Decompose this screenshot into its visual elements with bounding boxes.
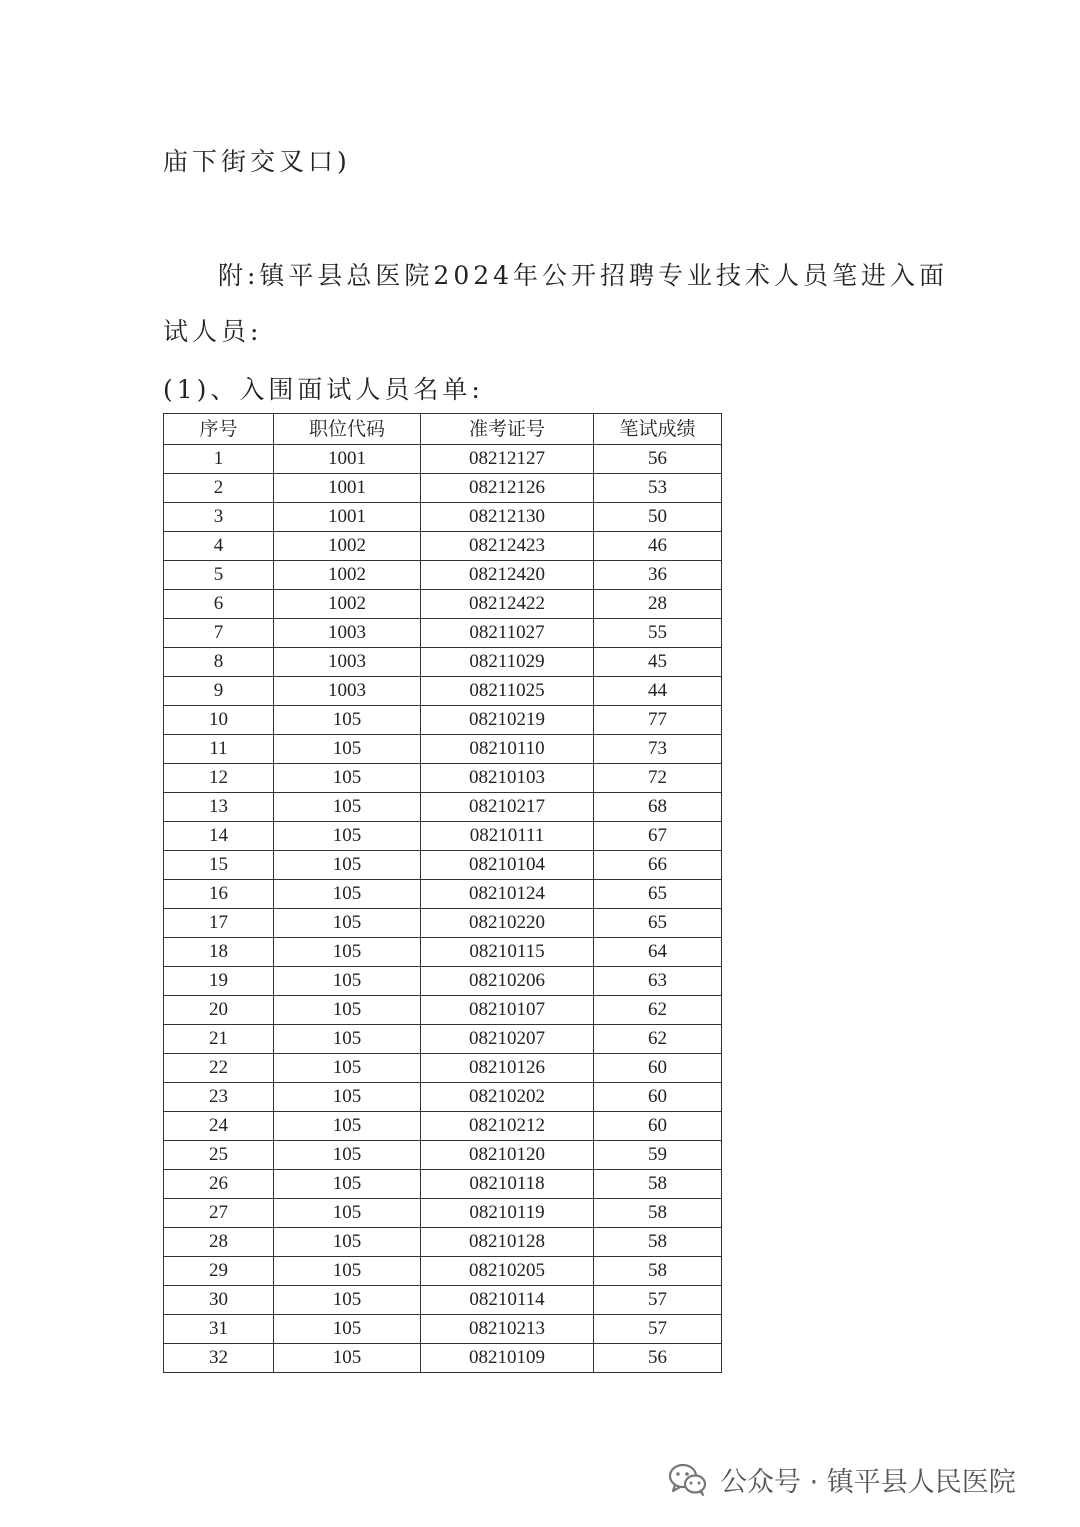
header-index: 序号	[164, 414, 274, 445]
table-row	[164, 1025, 722, 1054]
cell-ticket-number: 08210109	[421, 1344, 594, 1373]
cell-score: 65	[594, 880, 722, 909]
cell-index: 17	[164, 909, 274, 938]
table-row	[164, 938, 722, 967]
list-title: (1)、入围面试人员名单:	[163, 375, 484, 404]
table-row	[164, 503, 722, 532]
cell-score: 60	[594, 1083, 722, 1112]
cell-index: 10	[164, 706, 274, 735]
table-row	[164, 967, 722, 996]
cell-score: 59	[594, 1141, 722, 1170]
table-row	[164, 735, 722, 764]
table-row	[164, 822, 722, 851]
appendix-heading: 附:镇平县总医院2024年公开招聘专业技术人员笔进入面	[218, 261, 949, 290]
cell-position-code: 105	[274, 1315, 421, 1344]
cell-ticket-number: 08210110	[421, 735, 594, 764]
table-row	[164, 561, 722, 590]
cell-position-code: 105	[274, 1112, 421, 1141]
cell-position-code: 105	[274, 1286, 421, 1315]
cell-ticket-number: 08212423	[421, 532, 594, 561]
cell-score: 64	[594, 938, 722, 967]
cell-score: 46	[594, 532, 722, 561]
table-row	[164, 532, 722, 561]
table-row	[164, 1315, 722, 1344]
cell-ticket-number: 08210220	[421, 909, 594, 938]
cell-position-code: 1001	[274, 445, 421, 474]
cell-score: 60	[594, 1112, 722, 1141]
cell-position-code: 105	[274, 1257, 421, 1286]
cell-index: 2	[164, 474, 274, 503]
cell-score: 50	[594, 503, 722, 532]
cell-index: 24	[164, 1112, 274, 1141]
table-row	[164, 909, 722, 938]
cell-ticket-number: 08212422	[421, 590, 594, 619]
cell-position-code: 1002	[274, 561, 421, 590]
cell-score: 58	[594, 1199, 722, 1228]
cell-ticket-number: 08210114	[421, 1286, 594, 1315]
cell-index: 18	[164, 938, 274, 967]
cell-ticket-number: 08212126	[421, 474, 594, 503]
table-body	[164, 445, 722, 1373]
cell-position-code: 105	[274, 1170, 421, 1199]
cell-position-code: 105	[274, 996, 421, 1025]
cell-index: 21	[164, 1025, 274, 1054]
cell-score: 28	[594, 590, 722, 619]
cell-score: 36	[594, 561, 722, 590]
cell-score: 58	[594, 1228, 722, 1257]
cell-position-code: 105	[274, 1199, 421, 1228]
cell-index: 25	[164, 1141, 274, 1170]
cell-index: 23	[164, 1083, 274, 1112]
cell-index: 13	[164, 793, 274, 822]
cell-score: 60	[594, 1054, 722, 1083]
cell-score: 56	[594, 1344, 722, 1373]
header-position-code: 职位代码	[274, 414, 421, 445]
cell-ticket-number: 08210104	[421, 851, 594, 880]
cell-index: 7	[164, 619, 274, 648]
cell-ticket-number: 08210103	[421, 764, 594, 793]
cell-index: 26	[164, 1170, 274, 1199]
watermark	[668, 1460, 1016, 1499]
cell-score: 58	[594, 1170, 722, 1199]
cell-score: 72	[594, 764, 722, 793]
cell-ticket-number: 08210212	[421, 1112, 594, 1141]
cell-ticket-number: 08210119	[421, 1199, 594, 1228]
cell-score: 45	[594, 648, 722, 677]
cell-score: 62	[594, 996, 722, 1025]
table-row	[164, 677, 722, 706]
cell-index: 4	[164, 532, 274, 561]
cell-index: 3	[164, 503, 274, 532]
cell-position-code: 105	[274, 938, 421, 967]
cell-ticket-number: 08212127	[421, 445, 594, 474]
cell-ticket-number: 08210118	[421, 1170, 594, 1199]
cell-index: 20	[164, 996, 274, 1025]
cell-position-code: 105	[274, 735, 421, 764]
cell-position-code: 1002	[274, 590, 421, 619]
cell-position-code: 105	[274, 793, 421, 822]
cell-position-code: 105	[274, 880, 421, 909]
cell-position-code: 1001	[274, 503, 421, 532]
table-row	[164, 706, 722, 735]
cell-ticket-number: 08212420	[421, 561, 594, 590]
cell-ticket-number: 08210115	[421, 938, 594, 967]
table-row	[164, 1141, 722, 1170]
table-row	[164, 764, 722, 793]
cell-score: 58	[594, 1257, 722, 1286]
header-score: 笔试成绩	[594, 414, 722, 445]
header-ticket-number: 准考证号	[421, 414, 594, 445]
cell-score: 53	[594, 474, 722, 503]
table-row	[164, 590, 722, 619]
cell-position-code: 105	[274, 967, 421, 996]
cell-score: 55	[594, 619, 722, 648]
table-header-row	[164, 414, 722, 445]
cell-position-code: 105	[274, 706, 421, 735]
table-row	[164, 1199, 722, 1228]
cell-score: 77	[594, 706, 722, 735]
cell-position-code: 105	[274, 909, 421, 938]
cell-ticket-number: 08210207	[421, 1025, 594, 1054]
cell-ticket-number: 08210202	[421, 1083, 594, 1112]
cell-score: 65	[594, 909, 722, 938]
cell-ticket-number: 08210107	[421, 996, 594, 1025]
cell-index: 32	[164, 1344, 274, 1373]
cell-index: 16	[164, 880, 274, 909]
cell-index: 22	[164, 1054, 274, 1083]
table-row	[164, 851, 722, 880]
cell-ticket-number: 08210126	[421, 1054, 594, 1083]
cell-index: 14	[164, 822, 274, 851]
cell-index: 12	[164, 764, 274, 793]
table-row	[164, 1257, 722, 1286]
cell-ticket-number: 08210124	[421, 880, 594, 909]
table-row	[164, 445, 722, 474]
cell-score: 57	[594, 1315, 722, 1344]
cell-index: 9	[164, 677, 274, 706]
cell-ticket-number: 08211025	[421, 677, 594, 706]
cell-position-code: 105	[274, 1083, 421, 1112]
cell-score: 62	[594, 1025, 722, 1054]
cell-index: 1	[164, 445, 274, 474]
table-row	[164, 1112, 722, 1141]
cell-ticket-number: 08210206	[421, 967, 594, 996]
cell-position-code: 105	[274, 1025, 421, 1054]
cell-ticket-number: 08210217	[421, 793, 594, 822]
cell-ticket-number: 08210111	[421, 822, 594, 851]
cell-index: 30	[164, 1286, 274, 1315]
table-row	[164, 880, 722, 909]
cell-score: 68	[594, 793, 722, 822]
cell-score: 63	[594, 967, 722, 996]
cell-ticket-number: 08211027	[421, 619, 594, 648]
table-row	[164, 1344, 722, 1373]
cell-index: 15	[164, 851, 274, 880]
table-row	[164, 996, 722, 1025]
cell-position-code: 1001	[274, 474, 421, 503]
cell-position-code: 1003	[274, 619, 421, 648]
cell-index: 28	[164, 1228, 274, 1257]
table-row	[164, 1286, 722, 1315]
cell-ticket-number: 08210128	[421, 1228, 594, 1257]
cell-index: 29	[164, 1257, 274, 1286]
cell-position-code: 105	[274, 1344, 421, 1373]
table-row	[164, 474, 722, 503]
cell-score: 66	[594, 851, 722, 880]
cell-score: 57	[594, 1286, 722, 1315]
table-row	[164, 1228, 722, 1257]
appendix-heading-cont: 试人员:	[163, 317, 263, 346]
cell-position-code: 105	[274, 851, 421, 880]
cell-index: 27	[164, 1199, 274, 1228]
cell-score: 56	[594, 445, 722, 474]
cell-index: 31	[164, 1315, 274, 1344]
cell-index: 19	[164, 967, 274, 996]
cell-index: 5	[164, 561, 274, 590]
cell-index: 11	[164, 735, 274, 764]
cell-position-code: 105	[274, 1054, 421, 1083]
cell-ticket-number: 08210219	[421, 706, 594, 735]
address-continuation: 庙下街交叉口)	[163, 147, 351, 176]
cell-position-code: 105	[274, 1228, 421, 1257]
cell-position-code: 1003	[274, 677, 421, 706]
cell-ticket-number: 08210120	[421, 1141, 594, 1170]
cell-index: 8	[164, 648, 274, 677]
cell-score: 44	[594, 677, 722, 706]
table-row	[164, 619, 722, 648]
cell-position-code: 105	[274, 1141, 421, 1170]
cell-score: 67	[594, 822, 722, 851]
cell-index: 6	[164, 590, 274, 619]
table-row	[164, 648, 722, 677]
table-row	[164, 1170, 722, 1199]
cell-position-code: 105	[274, 764, 421, 793]
cell-ticket-number: 08210205	[421, 1257, 594, 1286]
table-row	[164, 1054, 722, 1083]
cell-position-code: 105	[274, 822, 421, 851]
cell-position-code: 1003	[274, 648, 421, 677]
cell-ticket-number: 08210213	[421, 1315, 594, 1344]
cell-ticket-number: 08211029	[421, 648, 594, 677]
cell-score: 73	[594, 735, 722, 764]
wechat-icon	[668, 1463, 708, 1497]
table-row	[164, 793, 722, 822]
watermark-text: 公众号 · 镇平县人民医院	[720, 1467, 1016, 1498]
table-row	[164, 1083, 722, 1112]
cell-ticket-number: 08212130	[421, 503, 594, 532]
interview-list-table	[163, 413, 722, 1373]
cell-position-code: 1002	[274, 532, 421, 561]
